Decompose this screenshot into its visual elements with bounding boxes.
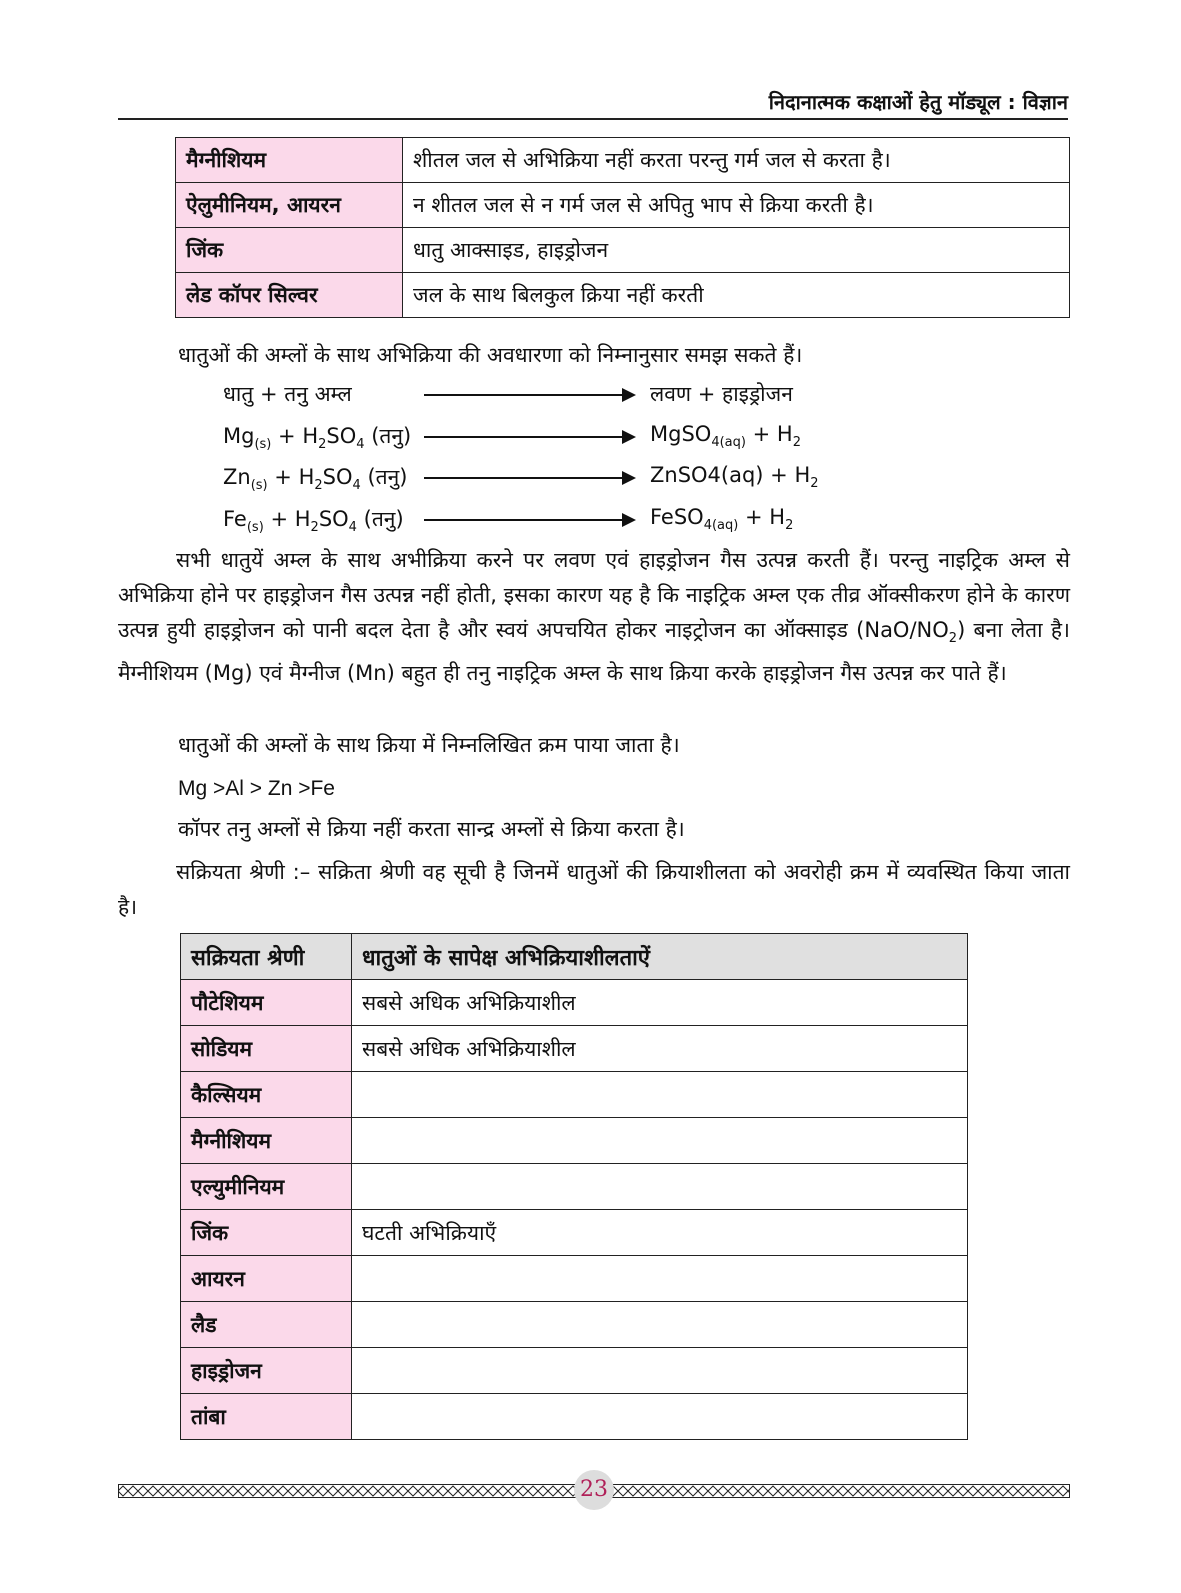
water-reaction-table bbox=[175, 137, 1070, 318]
table-row bbox=[181, 980, 968, 1026]
table-row bbox=[181, 1118, 968, 1164]
metal-cell: आयरन bbox=[181, 1256, 352, 1302]
table-row bbox=[181, 1072, 968, 1118]
note-cell bbox=[352, 1256, 968, 1302]
metal-cell: लैड bbox=[181, 1302, 352, 1348]
metal-cell: एल्युमीनियम bbox=[181, 1164, 352, 1210]
note-cell bbox=[352, 1118, 968, 1164]
table-row bbox=[181, 1348, 968, 1394]
table-row bbox=[176, 183, 1070, 228]
reaction-cell: जल के साथ बिलकुल क्रिया नहीं करती bbox=[403, 273, 1070, 318]
equation-general bbox=[0, 380, 1181, 420]
table-row bbox=[176, 273, 1070, 318]
metal-cell: मैग्नीशियम bbox=[176, 138, 403, 183]
equation-right: लवण + हाइड्रोजन bbox=[650, 382, 793, 406]
metal-cell: जिंक bbox=[181, 1210, 352, 1256]
equation-left: $Zn_{(s)} + H_2SO_4$ (तनु) bbox=[223, 465, 408, 494]
note-cell bbox=[352, 1164, 968, 1210]
intro-text: धातुओं की अम्लों के साथ अभिक्रिया की अवधारणा को निम्नानुसार समझ सकते हैं। bbox=[178, 343, 803, 367]
equation-zn bbox=[0, 463, 1181, 503]
paragraph-nitric-acid: सभी धातुयें अम्ल के साथ अभीक्रिया करने पर लवण एवं हाइड्रोजन गैस उत्पन्न करती हैं। परन्तु नाइट्रिक अम्ल से अभिक्रिया होने पर हाइड्रोजन गैस उत्पन्न नहीं होती, इसका कारण यह है कि नाइट्रिक अम्ल एक तीव्र ऑक्सीकरण होने के कारण उत्पन्न हुयी हाइड्रोजन को पानी बदल देता है और स्वयं अपचयित होकर नाइट्रोजन का ऑक्साइड $(NaO/NO_2)$ बना लेता है। मैग्नीशियम (Mg) एवं मैग्नीज (Mn) बहुत ही तनु नाइट्रिक अम्ल के साथ क्रिया करके हाइड्रोजन गैस उत्पन्न कर पाते हैं। bbox=[118, 548, 1070, 686]
arrow-icon bbox=[424, 519, 634, 521]
table-row bbox=[181, 1026, 968, 1072]
equation-left: $Fe_{(s)} + H_2SO_4$ (तनु) bbox=[223, 507, 404, 536]
arrow-icon bbox=[424, 436, 634, 438]
page-header bbox=[118, 88, 1068, 120]
arrow-icon bbox=[424, 394, 634, 396]
header-title: निदानात्मक कक्षाओं हेतु मॉड्यूल : विज्ञान bbox=[768, 90, 1068, 114]
note-cell: घटती अभिक्रियाएँ bbox=[352, 1210, 968, 1256]
note-cell: सबसे अधिक अभिक्रियाशील bbox=[352, 980, 968, 1026]
note-cell: सबसे अधिक अभिक्रियाशील bbox=[352, 1026, 968, 1072]
copper-note: कॉपर तनु अम्लों से क्रिया नहीं करता सान्द्र अम्लों से क्रिया करता है। bbox=[178, 817, 685, 841]
page-number: 23 bbox=[574, 1470, 614, 1510]
metal-cell: हाइड्रोजन bbox=[181, 1348, 352, 1394]
column-header: सक्रियता श्रेणी bbox=[181, 934, 352, 980]
table-row bbox=[181, 1164, 968, 1210]
table-row bbox=[181, 1256, 968, 1302]
equation-right: ZnSO4(aq) + $H_2$ bbox=[650, 463, 819, 492]
equation-mg bbox=[0, 422, 1181, 462]
note-cell bbox=[352, 1072, 968, 1118]
equation-fe bbox=[0, 505, 1181, 545]
reactivity-order: Mg >Al > Zn >Fe bbox=[178, 777, 335, 800]
metal-cell: लेड कॉपर सिल्वर bbox=[176, 273, 403, 318]
note-cell bbox=[352, 1302, 968, 1348]
equation-left: धातु + तनु अम्ल bbox=[223, 382, 352, 406]
equation-right: MgSO$_{4(aq)}$ + $H_2$ bbox=[650, 422, 801, 451]
metal-cell: मैग्नीशियम bbox=[181, 1118, 352, 1164]
equation-right: FeSO$_{4(aq)}$ + $H_2$ bbox=[650, 505, 794, 534]
metal-cell: सोडियम bbox=[181, 1026, 352, 1072]
reaction-cell: शीतल जल से अभिक्रिया नहीं करता परन्तु गर्म जल से करता है। bbox=[403, 138, 1070, 183]
table-row bbox=[181, 1394, 968, 1440]
note-cell bbox=[352, 1394, 968, 1440]
table-row bbox=[181, 1302, 968, 1348]
order-intro: धातुओं की अम्लों के साथ क्रिया में निम्नलिखित क्रम पाया जाता है। bbox=[178, 733, 680, 757]
metal-cell: जिंक bbox=[176, 228, 403, 273]
metal-cell: पौटेशियम bbox=[181, 980, 352, 1026]
metal-cell: तांबा bbox=[181, 1394, 352, 1440]
table-row bbox=[181, 1210, 968, 1256]
arrow-icon bbox=[424, 477, 634, 479]
metal-cell: कैल्सियम bbox=[181, 1072, 352, 1118]
equation-left: $Mg_{(s)} + H_2SO_4$ (तनु) bbox=[223, 424, 412, 453]
column-header: धातुओं के सापेक्ष अभिक्रियाशीलताऐं bbox=[352, 934, 968, 980]
metal-cell: ऐलुमीनियम, आयरन bbox=[176, 183, 403, 228]
reaction-cell: धातु आक्साइड, हाइड्रोजन bbox=[403, 228, 1070, 273]
activity-series-definition: सक्रियता श्रेणी :– सक्रिता श्रेणी वह सूची है जिनमें धातुओं की क्रियाशीलता को अवरोही क्रम में व्यवस्थित किया जाता है। bbox=[118, 860, 1070, 919]
table-row bbox=[176, 138, 1070, 183]
reaction-cell: न शीतल जल से न गर्म जल से अपितु भाप से क्रिया करती है। bbox=[403, 183, 1070, 228]
activity-series-table bbox=[180, 933, 968, 1440]
note-cell bbox=[352, 1348, 968, 1394]
table-row bbox=[176, 228, 1070, 273]
table-header-row bbox=[181, 934, 968, 980]
